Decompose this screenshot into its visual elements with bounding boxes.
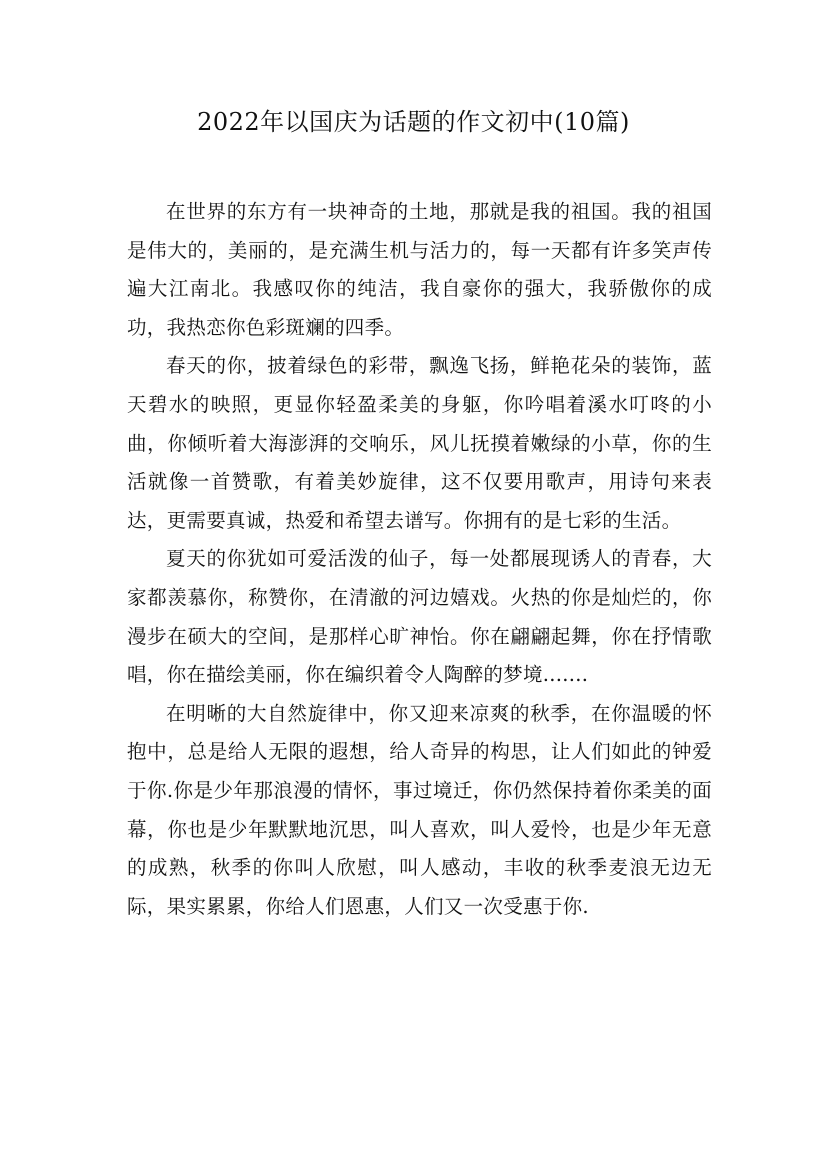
paragraph-2: 春天的你，披着绿色的彩带，飘逸飞扬，鲜艳花朵的装饰，蓝天碧水的映照，更显你轻盈柔美的身躯，你吟唱着溪水叮咚的小曲，你倾听着大海澎湃的交响乐，风儿抚摸着嫩绿的小草，你的生活就像一首赞歌，有着美妙旋律，这不仅要用歌声，用诗句来表达，更需要真诚，热爱和希望去谱写。你拥有的是七彩的生活。 bbox=[127, 354, 712, 532]
paragraph-4: 在明晰的大自然旋律中，你又迎来凉爽的秋季，在你温暖的怀抱中，总是给人无限的遐想，给人奇异的构思，让人们如此的钟爱于你.你是少年那浪漫的情怀，事过境迁，你仍然保持着你柔美的面幕，你也是少年默默地沉思，叫人喜欢，叫人爱怜，也是少年无意的成熟，秋季的你叫人欣慰，叫人感动，丰收的秋季麦浪无边无际，果实累累，你给人们恩惠，人们又一次受惠于你. bbox=[127, 701, 712, 918]
paragraph-1: 在世界的东方有一块神奇的土地，那就是我的祖国。我的祖国是伟大的，美丽的，是充满生机与活力的，每一天都有许多笑声传遍大江南北。我感叹你的纯洁，我自豪你的强大，我骄傲你的成功，我热恋你色彩斑斓的四季。 bbox=[127, 200, 712, 339]
document-body bbox=[127, 193, 712, 926]
paragraph-3: 夏天的你犹如可爱活泼的仙子，每一处都展现诱人的青春，大家都羡慕你，称赞你，在清澈的河边嬉戏。火热的你是灿烂的，你漫步在硕大的空间，是那样心旷神怡。你在翩翩起舞，你在抒情歌唱，你在描绘美丽，你在编织着令人陶醉的梦境....... bbox=[127, 547, 712, 687]
document-title: 2022年以国庆为话题的作文初中(10篇) bbox=[197, 108, 630, 136]
